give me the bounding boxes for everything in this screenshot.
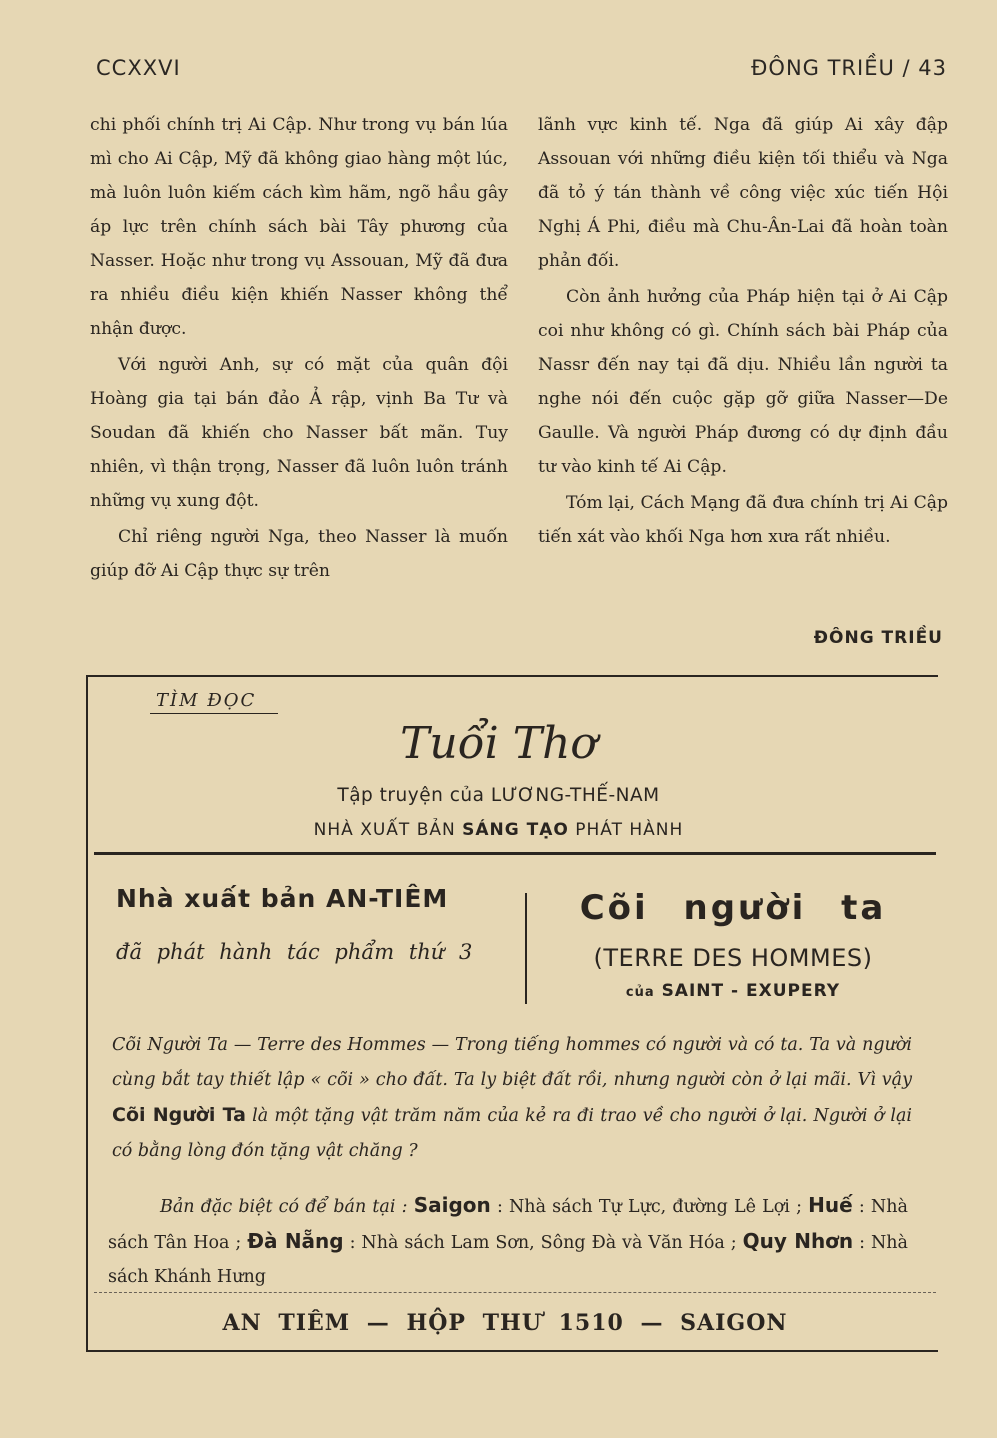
page-author-and-number: ĐÔNG TRIỀU / 43 <box>751 56 947 80</box>
article-paragraph: Chỉ riêng người Nga, theo Nasser là muốn giúp đỡ Ai Cập thực sự trên <box>90 527 508 581</box>
store-city: Quy Nhơn <box>742 1229 854 1253</box>
stores-intro: Bản đặc biệt có để bán tại : <box>160 1197 408 1217</box>
ad-footer-address: AN TIÊM — HỘP THƯ 1510 — SAIGON <box>222 1310 788 1336</box>
ad-publisher-note: đã phát hành tác phẩm thứ 3 <box>116 940 473 964</box>
page-section-number: CCXXVI <box>96 56 181 80</box>
ad-stores <box>108 1188 908 1294</box>
article-signature: ĐÔNG TRIỀU <box>813 628 943 648</box>
ad-book-subtitle: Tập truyện của LƯƠNG-THẾ-NAM <box>337 785 660 806</box>
article-paragraph: chi phối chính trị Ai Cập. Như trong vụ bán lúa mì cho Ai Cập, Mỹ đã không giao hàng một lúc, mà luôn luôn kiếm cách kìm hãm, ngõ hầu gây áp lực trên chính sách bài Tây phương của Nasser. Hoặc như trong vụ Assouan, Mỹ đã đưa ra nhiều điều kiện khiến Nasser không thể nhận được. <box>90 115 508 339</box>
article-paragraph: Còn ảnh hưởng của Pháp hiện tại ở Ai Cập coi như không có gì. Chính sách bài Pháp của Nassr đến nay tại đã dịu. Nhiều lần người ta nghe nói đến cuộc gặp gỡ giữa Nasser—De Gaulle. Và người Pháp đương có dự định đầu tư vào kinh tế Ai Cập. <box>538 287 948 477</box>
publisher-line-a: NHÀ XUẤT BẢN <box>313 820 456 840</box>
article-paragraph: lãnh vực kinh tế. Nga đã giúp Ai xây đập Assouan với những điều kiện tối thiểu và Nga đã tỏ ý tán thành về công việc xúc tiến Hội Nghị Á Phi, điều mà Chu-Ân-Lai đã hoàn toàn phản đối. <box>538 115 948 271</box>
article-column-right <box>538 108 948 554</box>
ad-description <box>112 1028 912 1169</box>
ad-book2-french-title: (TERRE DES HOMMES) <box>593 944 873 972</box>
ad-publisher-name: Nhà xuất bản AN-TIÊM <box>116 884 449 913</box>
desc-title: Cõi Người Ta <box>112 1104 246 1126</box>
store-shop: : Nhà sách Khánh Hưng <box>108 1233 908 1287</box>
article-paragraph: Tóm lại, Cách Mạng đã đưa chính trị Ai Cập tiến xát vào khối Nga hơn xưa rất nhiều. <box>538 493 948 547</box>
article-paragraph: Với người Anh, sự có mặt của quân đội Hoàng gia tại bán đảo Ả rập, vịnh Ba Tư và Soudan đã khiến cho Nasser bất mãn. Tuy nhiên, vì thận trọng, Nasser đã luôn luôn tránh những vụ xung đột. <box>90 355 508 511</box>
store-city: Đà Nẵng <box>247 1229 344 1253</box>
ad-find-underline <box>150 713 278 714</box>
ad-book2-title: Cõi người ta <box>579 888 887 928</box>
desc-part-a: Cõi Người Ta — Terre des Hommes — Trong tiếng hommes có người và có ta. Ta và người cùng bắt tay thiết lập « cõi » cho đất. Ta ly biệt đất rồi, nhưng người còn ở lại mãi. Vì vậy <box>112 1035 912 1090</box>
article-column-left <box>90 108 508 588</box>
store-shop: : Nhà sách Tân Hoa ; <box>108 1197 908 1253</box>
store-shop: : Nhà sách Tự Lực, đường Lê Lợi ; <box>496 1197 802 1217</box>
desc-part-c: là một tặng vật trăm năm của kẻ ra đi trao về cho người ở lại. Người ở lại có bằng lòng đón tặng vật chăng ? <box>112 1106 912 1161</box>
publisher-line-b: SÁNG TẠO <box>462 820 569 840</box>
store-shop: : Nhà sách Lam Sơn, Sông Đà và Văn Hóa ; <box>349 1233 737 1253</box>
ad-separator <box>94 852 936 855</box>
ad-dotted-separator <box>94 1292 936 1293</box>
ad-find-label: TÌM ĐỌC <box>156 690 257 711</box>
store-city: Huế <box>808 1193 853 1217</box>
ad-vertical-divider <box>525 893 527 1004</box>
ad-book-title: Tuổi Thơ <box>400 718 597 769</box>
author-prefix: của <box>625 985 655 1000</box>
author-name: SAINT - EXUPERY <box>661 981 841 1001</box>
store-city: Saigon <box>413 1193 491 1217</box>
ad-book2-author <box>528 981 938 1001</box>
ad-book-publisher <box>0 820 997 840</box>
publisher-line-c: PHÁT HÀNH <box>575 820 684 840</box>
